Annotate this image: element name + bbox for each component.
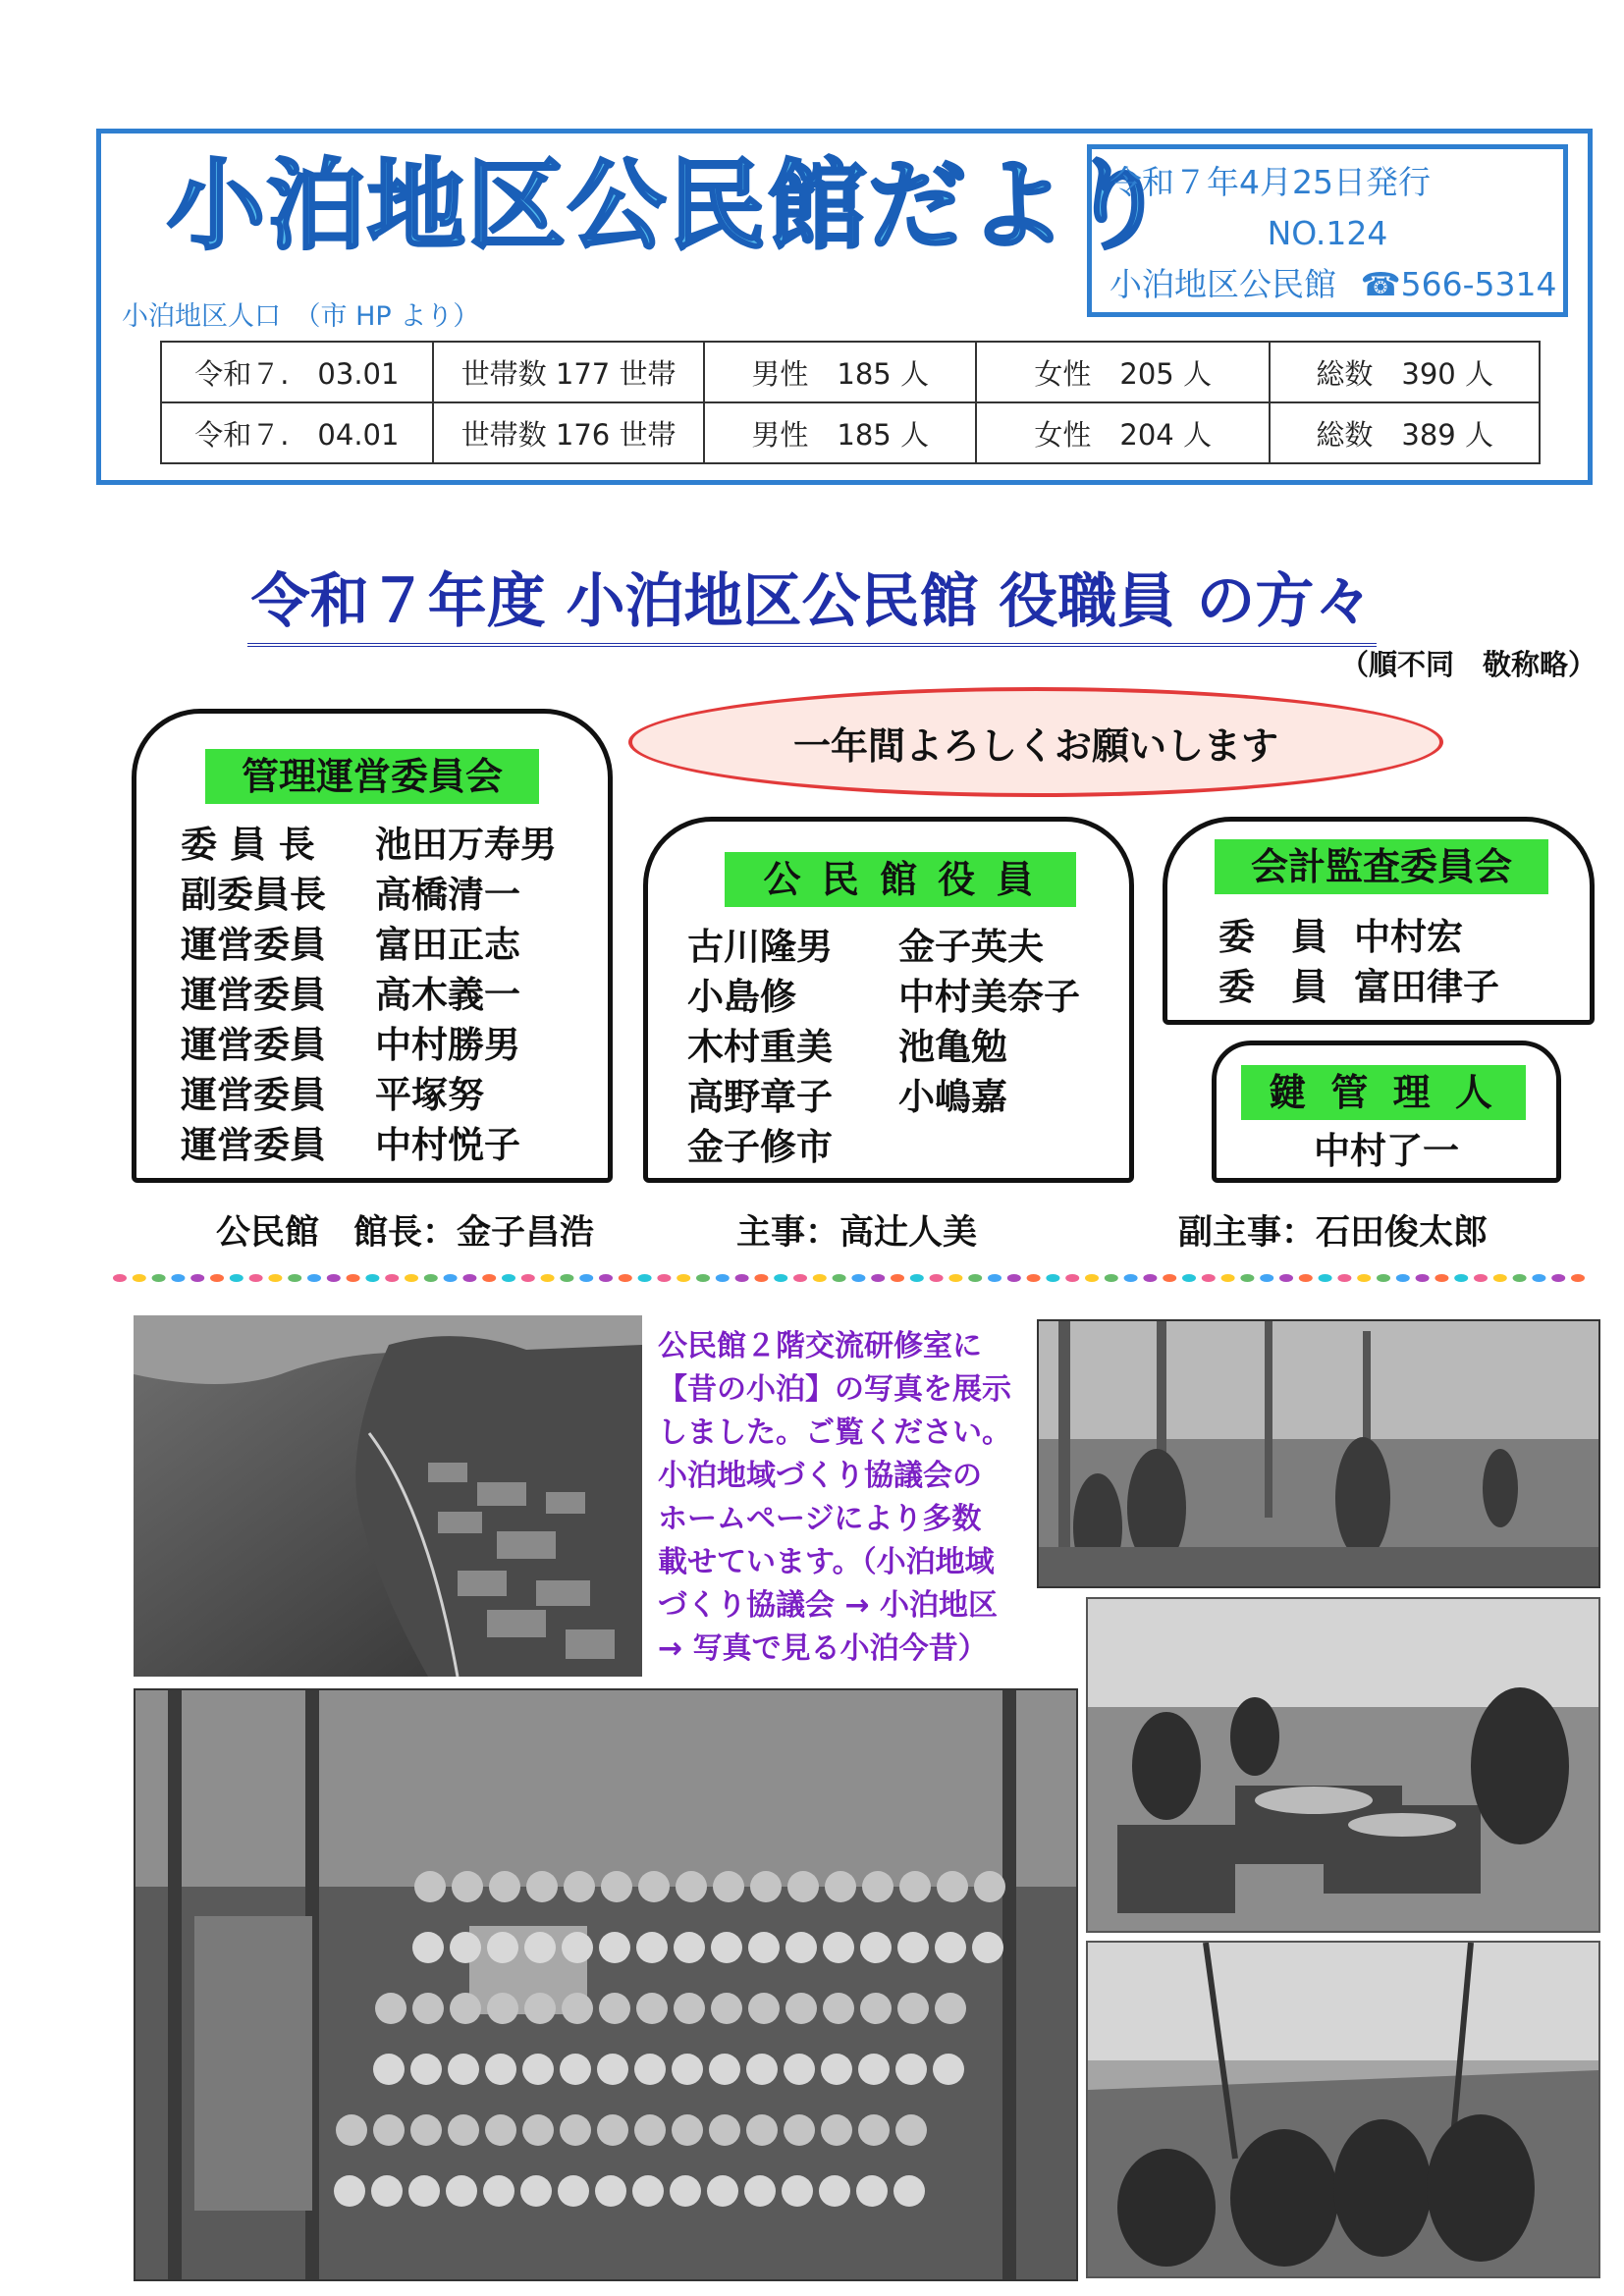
child-figure [858, 2114, 890, 2146]
table-cell: 令和７. 03.01 [161, 342, 433, 402]
child-figure [560, 2114, 591, 2146]
child-figure [524, 1993, 556, 2024]
divider-dot [482, 1274, 496, 1282]
table-row [161, 402, 1540, 463]
exhibit-line: 載せています。（小泊地域 [658, 1545, 995, 1579]
child-figure [825, 1871, 856, 1902]
child-figure [709, 2054, 740, 2085]
child-figure [935, 1993, 966, 2024]
child-figure [707, 2175, 738, 2207]
exhibit-line: ホームページにより多数 [658, 1502, 982, 1536]
table-cell: 世帯数 176 世帯 [433, 402, 705, 463]
exhibit-line: → 写真で見る小泊今昔） [658, 1631, 988, 1666]
child-figure [670, 2175, 701, 2207]
divider-dot [716, 1274, 730, 1282]
divider-dot [405, 1274, 418, 1282]
child-figure [526, 1871, 558, 1902]
divider-dot [851, 1274, 865, 1282]
officers-left-column [687, 922, 833, 1172]
child-figure [897, 1932, 929, 1963]
member-row [181, 970, 557, 1020]
child-figure [520, 2175, 552, 2207]
divider-dot [1454, 1274, 1468, 1282]
divider-dot [1007, 1274, 1021, 1282]
divider-dot [1396, 1274, 1410, 1282]
officer-name: 高野章子 [687, 1076, 833, 1118]
member-row [181, 870, 557, 920]
child-figure [560, 2054, 591, 2085]
divider-dot [1260, 1274, 1273, 1282]
issue-number: NO.124 [1267, 214, 1388, 252]
dotted-divider [110, 1272, 1593, 1284]
divider-dot [1163, 1274, 1176, 1282]
divider-dot [1085, 1274, 1099, 1282]
child-figure [937, 1871, 968, 1902]
child-figure [672, 2054, 703, 2085]
child-figure [674, 1993, 705, 2024]
member-role: 運営委員 [181, 1124, 326, 1166]
divider-dot [1182, 1274, 1196, 1282]
officer-name: 金子英夫 [898, 926, 1044, 968]
divider-dot [1319, 1274, 1332, 1282]
child-figure [562, 1993, 593, 2024]
child-figure [636, 1993, 668, 2024]
divider-dot [152, 1274, 166, 1282]
divider-dot [502, 1274, 515, 1282]
divider-dot [1357, 1274, 1371, 1282]
divider-dot [774, 1274, 787, 1282]
divider-dot [638, 1274, 652, 1282]
issue-info-box [1087, 144, 1568, 317]
child-figure [483, 2175, 514, 2207]
divider-dot [1571, 1274, 1585, 1282]
member-role: 運営委員 [181, 974, 326, 1016]
divider-dot [133, 1274, 146, 1282]
child-figure [856, 2175, 888, 2207]
divider-dot [968, 1274, 982, 1282]
divider-dot [1202, 1274, 1216, 1282]
member-name: 池田万寿男 [375, 824, 557, 866]
child-figure [599, 1932, 630, 1963]
child-figure [522, 2054, 554, 2085]
child-figure [709, 2114, 740, 2146]
child-figure [564, 1871, 595, 1902]
member-row [181, 1120, 557, 1170]
divider-dot [288, 1274, 301, 1282]
audit-committee-panel [1163, 817, 1595, 1025]
children-group-photo [134, 1688, 1078, 2281]
divider-dot [307, 1274, 321, 1282]
key-manager-name: 中村了一 [1314, 1130, 1459, 1172]
member-role: 委 員 長 [181, 824, 315, 866]
child-figure [821, 2114, 852, 2146]
child-figure [711, 1993, 742, 2024]
member-role: 副委員長 [181, 874, 326, 916]
divider-dot [327, 1274, 341, 1282]
child-figure [371, 2175, 403, 2207]
child-figure [748, 1932, 780, 1963]
divider-dot [210, 1274, 224, 1282]
child-figure [336, 2114, 367, 2146]
divider-dot [444, 1274, 458, 1282]
management-committee-panel [132, 709, 613, 1183]
child-figure [858, 2054, 890, 2085]
divider-dot [1027, 1274, 1041, 1282]
child-figure [373, 2054, 405, 2085]
member-name: 富田律子 [1354, 966, 1499, 1008]
divider-dot [1377, 1274, 1390, 1282]
table-cell: 令和７. 04.01 [161, 402, 433, 463]
exhibit-line: 公民館２階交流研修室に [658, 1329, 982, 1363]
child-figure [487, 1993, 518, 2024]
divider-dot [677, 1274, 690, 1282]
child-figure [784, 2054, 815, 2085]
divider-dot [1493, 1274, 1507, 1282]
child-figure [711, 1932, 742, 1963]
child-figure [785, 1993, 817, 2024]
child-figure [412, 1932, 444, 1963]
child-figure [821, 2054, 852, 2085]
divider-dot [230, 1274, 244, 1282]
divider-dot [249, 1274, 263, 1282]
divider-dot [891, 1274, 904, 1282]
street-market-photo [1037, 1319, 1600, 1588]
member-row [181, 820, 557, 870]
child-figure [862, 1871, 893, 1902]
member-name: 中村勝男 [375, 1024, 520, 1066]
publisher: 小泊地区公民館 [1110, 265, 1336, 303]
divider-dot [948, 1274, 962, 1282]
masthead-title: 小泊地区公民館だより [167, 148, 1168, 263]
child-figure [487, 1932, 518, 1963]
child-figure [448, 2054, 479, 2085]
divider-dot [833, 1274, 846, 1282]
member-row [1218, 912, 1499, 962]
main-heading [0, 555, 1624, 647]
table-cell: 男性 185 人 [704, 342, 976, 402]
divider-dot [385, 1274, 399, 1282]
child-figure [408, 2175, 440, 2207]
child-figure [935, 1932, 966, 1963]
divider-dot [813, 1274, 827, 1282]
child-figure [334, 2175, 365, 2207]
table-cell: 女性 205 人 [976, 342, 1270, 402]
child-figure [634, 2054, 666, 2085]
child-figure [446, 2175, 477, 2207]
divider-dot [579, 1274, 593, 1282]
child-figure [933, 2054, 964, 2085]
child-figure [860, 1993, 892, 2024]
population-caption: 小泊地区人口 （市 HP より） [122, 301, 480, 332]
child-figure [414, 1871, 446, 1902]
child-figure [823, 1993, 854, 2024]
child-figure [375, 1993, 406, 2024]
officer-name: 木村重美 [687, 1026, 833, 1068]
divider-dot [1513, 1274, 1527, 1282]
population-table [160, 341, 1541, 464]
divider-dot [871, 1274, 885, 1282]
divider-dot [347, 1274, 360, 1282]
child-figure [597, 2114, 628, 2146]
staff-director: 公民館 館長：金子昌浩 [216, 1213, 595, 1253]
exhibit-announcement [658, 1325, 1021, 1671]
child-figure [713, 1871, 744, 1902]
divider-dot [365, 1274, 379, 1282]
child-figure [750, 1871, 782, 1902]
divider-dot [424, 1274, 438, 1282]
key-manager-panel [1212, 1041, 1561, 1183]
table-cell: 総数 390 人 [1270, 342, 1540, 402]
child-figure [450, 1932, 481, 1963]
divider-dot [619, 1274, 632, 1282]
child-figure [899, 1871, 931, 1902]
child-figure [597, 2054, 628, 2085]
child-figure [638, 1871, 670, 1902]
divider-dot [910, 1274, 924, 1282]
divider-dot [521, 1274, 535, 1282]
officer-name: 古川隆男 [687, 926, 833, 968]
member-name: 平塚努 [375, 1074, 484, 1116]
audit-committee-label: 会計監査委員会 [1215, 839, 1548, 894]
child-figure [748, 1993, 780, 2024]
divider-dot [1221, 1274, 1235, 1282]
child-figure [895, 2054, 927, 2085]
child-figure [410, 2114, 442, 2146]
phone-number: 566-5314 [1400, 265, 1557, 303]
publisher-line [1110, 259, 1557, 310]
divider-dot [696, 1274, 710, 1282]
child-figure [787, 1871, 819, 1902]
child-figure [524, 1932, 556, 1963]
child-figure [601, 1871, 632, 1902]
child-figure [782, 2175, 813, 2207]
officer-name: 池亀勉 [898, 1026, 1007, 1068]
child-figure [785, 1932, 817, 1963]
child-figure [744, 2175, 776, 2207]
child-figure [632, 2175, 664, 2207]
divider-dot [1124, 1274, 1138, 1282]
table-row [161, 342, 1540, 402]
child-figure [558, 2175, 589, 2207]
divider-dot [1279, 1274, 1293, 1282]
child-figure [897, 1993, 929, 2024]
divider-dot [599, 1274, 613, 1282]
child-figure [746, 2114, 778, 2146]
officer-name: 小島修 [687, 976, 796, 1018]
child-figure [784, 2114, 815, 2146]
child-figure [972, 1932, 1003, 1963]
member-role: 運営委員 [181, 924, 326, 966]
staff-secretary: 主事：高辻人美 [736, 1213, 978, 1253]
divider-dot [735, 1274, 749, 1282]
table-cell: 女性 204 人 [976, 402, 1270, 463]
member-row [181, 920, 557, 970]
divider-dot [754, 1274, 768, 1282]
member-role: 委 員 [1218, 966, 1327, 1008]
phone-icon: ☎ [1360, 265, 1401, 303]
divider-dot [268, 1274, 282, 1282]
member-role: 委 員 [1218, 916, 1327, 958]
divider-dot [113, 1274, 127, 1282]
child-figure [895, 2114, 927, 2146]
member-row [181, 1020, 557, 1070]
member-role: 運営委員 [181, 1024, 326, 1066]
divider-dot [657, 1274, 671, 1282]
exhibit-line: 【昔の小泊】の写真を展示 [658, 1372, 1011, 1407]
main-heading-text: 令和７年度 小泊地区公民館 役職員 の方々 [247, 555, 1378, 647]
child-figure [595, 2175, 626, 2207]
officer-name: 金子修市 [687, 1126, 833, 1168]
divider-dot [171, 1274, 185, 1282]
officers-label: 公 民 館 役 員 [725, 852, 1076, 907]
child-figure [522, 2114, 554, 2146]
member-role: 運営委員 [181, 1074, 326, 1116]
child-figure [489, 1871, 520, 1902]
member-row [1218, 962, 1499, 1012]
audit-members [1218, 912, 1499, 1012]
divider-dot [1299, 1274, 1313, 1282]
divider-dot [1143, 1274, 1157, 1282]
child-figure [974, 1871, 1005, 1902]
divider-dot [1532, 1274, 1545, 1282]
officers-right-column [898, 922, 1080, 1122]
divider-dot [1551, 1274, 1565, 1282]
divider-dot [988, 1274, 1001, 1282]
divider-dot [462, 1274, 476, 1282]
divider-dot [1065, 1274, 1079, 1282]
divider-dot [190, 1274, 204, 1282]
table-cell: 男性 185 人 [704, 402, 976, 463]
order-note: （順不同 敬称略） [1339, 648, 1597, 681]
child-figure [448, 2114, 479, 2146]
child-figure [634, 2114, 666, 2146]
officers-panel [643, 817, 1134, 1183]
child-figure [452, 1871, 483, 1902]
staff-deputy: 副主事：石田俊太郎 [1178, 1213, 1489, 1253]
exhibit-line: 小泊地域づくり協議会の [658, 1459, 982, 1493]
child-figure [860, 1932, 892, 1963]
officer-name: 小嶋嘉 [898, 1076, 1007, 1118]
divider-dot [560, 1274, 573, 1282]
management-committee-label: 管理運営委員会 [205, 749, 539, 804]
divider-dot [793, 1274, 807, 1282]
child-figure [672, 2114, 703, 2146]
officer-name: 中村美奈子 [898, 976, 1080, 1018]
divider-dot [1240, 1274, 1254, 1282]
divider-dot [1046, 1274, 1059, 1282]
child-figure [562, 1932, 593, 1963]
divider-dot [1435, 1274, 1448, 1282]
coastal-aerial-photo [134, 1315, 642, 1677]
child-figure [823, 1932, 854, 1963]
divider-dot [1337, 1274, 1351, 1282]
child-figure [412, 1993, 444, 2024]
member-name: 高橋清一 [375, 874, 520, 916]
divider-dot [1474, 1274, 1488, 1282]
child-figure [674, 1932, 705, 1963]
member-name: 中村宏 [1354, 916, 1463, 958]
beach-women-photo [1086, 1941, 1600, 2278]
table-cell: 総数 389 人 [1270, 402, 1540, 463]
child-figure [485, 2054, 516, 2085]
member-row [181, 1070, 557, 1120]
exhibit-line: しました。ご覧ください。 [658, 1415, 1011, 1450]
member-name: 高木義一 [375, 974, 520, 1016]
management-members [181, 820, 557, 1170]
divider-dot [1105, 1274, 1118, 1282]
child-figure [819, 2175, 850, 2207]
child-figure [373, 2114, 405, 2146]
greeting-oval: 一年間よろしくお願いします [628, 687, 1443, 797]
child-figure [450, 1993, 481, 2024]
child-figure [599, 1993, 630, 2024]
child-figure [410, 2054, 442, 2085]
child-figure [485, 2114, 516, 2146]
child-figure [893, 2175, 925, 2207]
child-figure [746, 2054, 778, 2085]
member-name: 中村悦子 [375, 1124, 520, 1166]
divider-dot [930, 1274, 944, 1282]
table-cell: 世帯数 177 世帯 [433, 342, 705, 402]
key-manager-label: 鍵 管 理 人 [1241, 1065, 1526, 1120]
child-figure [636, 1932, 668, 1963]
child-figure [676, 1871, 707, 1902]
member-name: 富田正志 [375, 924, 520, 966]
divider-dot [541, 1274, 555, 1282]
exhibit-line: づくり協議会 → 小泊地区 [658, 1588, 999, 1623]
issue-date: 令和７年4月25日発行 [1110, 163, 1431, 201]
fish-market-photo [1086, 1597, 1600, 1933]
divider-dot [1416, 1274, 1430, 1282]
